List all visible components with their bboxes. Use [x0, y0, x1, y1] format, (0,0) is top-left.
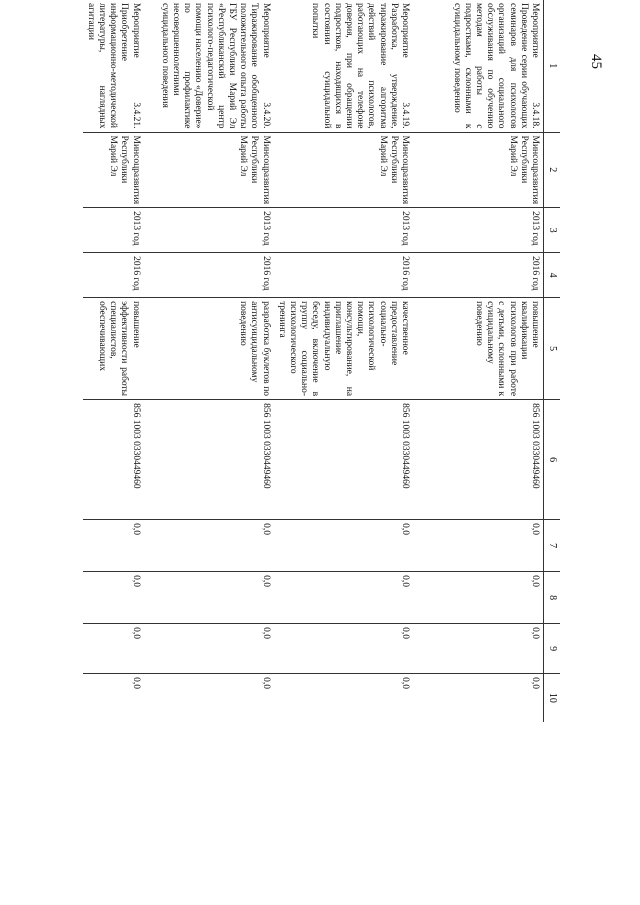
value-cell-8: 0,0 [274, 572, 413, 624]
header-col-4: 4 [544, 253, 561, 298]
header-col-7: 7 [544, 520, 561, 572]
header-row [544, 0, 561, 722]
value-cell-10: 0,0 [130, 677, 141, 689]
header-col-1: 1 [544, 0, 561, 132]
value-cell-7: 0,0 [274, 520, 413, 572]
value-cell-9: 0,0 [144, 624, 274, 674]
table-row [274, 0, 413, 722]
end-year-cell: 2016 год [274, 253, 413, 298]
value-cell-10: 0,0 [260, 677, 271, 689]
table-row [413, 0, 544, 722]
value-cell-9: 0,0 [274, 624, 413, 674]
value-cell-9: 0,0 [83, 624, 144, 674]
value-cell-7: 0,0 [83, 520, 144, 572]
executor-cell: Минсоцразвития Республики Марий Эл [274, 132, 413, 208]
value-cell-10: 0,0 [530, 677, 540, 689]
executor-cell: Минсоцразвития Республики Марий Эл [413, 132, 544, 208]
event-cell: Мероприятие 3.4.18. Проведение серии обучающих семинаров для психологов организаций социального обслуживания по обучению методам работы с подростками, склонными к суицидальному поведению [413, 0, 544, 132]
header-col-5: 5 [544, 298, 561, 400]
value-cell-7: 0,0 [144, 520, 274, 572]
start-year-cell: 2013 год [83, 208, 144, 253]
executor-cell: Минсоцразвития Республики Марий Эл [144, 132, 274, 208]
value-cell-9: 0,0 [413, 624, 544, 674]
value-cell-8: 0,0 [413, 572, 544, 624]
start-year-cell: 2013 год [413, 208, 544, 253]
event-cell: Мероприятие 3.4.19. Разработка, утверждение, тиражирование алгоритма действий психологов, работающих на телефоне доверия, при обращении подростков, находящихся в состоянии суицидальной попытки [274, 0, 413, 132]
header-col-3: 3 [544, 208, 561, 253]
start-year-cell: 2013 год [274, 208, 413, 253]
value-cell-8: 0,0 [83, 572, 144, 624]
result-cell: разработка буклетов по антисуицидальному поведению [144, 298, 274, 400]
table-row [83, 0, 144, 722]
value-cell-8: 0,0 [144, 572, 274, 624]
end-year-cell: 2016 год [413, 253, 544, 298]
result-cell: повышение квалификации психологов при работе с детьми, склонными к суицидальному поведению [413, 298, 544, 400]
value-cell-10: 0,0 [400, 677, 410, 689]
header-col-2: 2 [544, 132, 561, 208]
budget-code-cell: 856 1003 0330449460 [274, 400, 413, 520]
budget-code-cell: 856 1003 0330449460 [413, 400, 544, 520]
budget-code-cell: 856 1003 0330449460 [144, 400, 274, 520]
start-year-cell: 2013 год [144, 208, 274, 253]
end-year-cell: 2016 год [83, 253, 144, 298]
header-col-10: 10 [544, 674, 561, 722]
table-row [144, 0, 274, 722]
header-col-6: 6 [544, 400, 561, 520]
budget-code-cell: 856 1003 0330449460 [83, 400, 144, 520]
value-cell-7: 0,0 [413, 520, 544, 572]
result-cell: качественное предоставление социально-психологической помощи, консультирование, на приглашение индивидуальную беседу, включение в группу социально-психологического тренинга [274, 298, 413, 400]
header-col-9: 9 [544, 624, 561, 674]
result-cell: повышение эффективности работы специалистов, обеспечивающих [83, 298, 144, 400]
header-col-8: 8 [544, 572, 561, 624]
program-table [83, 0, 560, 722]
event-cell: Мероприятие 3.4.21. Приобретение информационно-методической литературы, наглядных агитации [83, 0, 144, 132]
executor-cell: Минсоцразвития Республики Марий Эл [83, 132, 144, 208]
event-cell: Мероприятие 3.4.20. Тиражирование обобщенного положительного опыта работы ГБУ Республики Марий Эл «Республиканский центр психолого-педагогической помощи населению «Доверие» по профилактике несовершеннолетними суицидального поведения [144, 0, 274, 132]
page-number: 45 [588, 54, 604, 69]
end-year-cell: 2016 год [144, 253, 274, 298]
